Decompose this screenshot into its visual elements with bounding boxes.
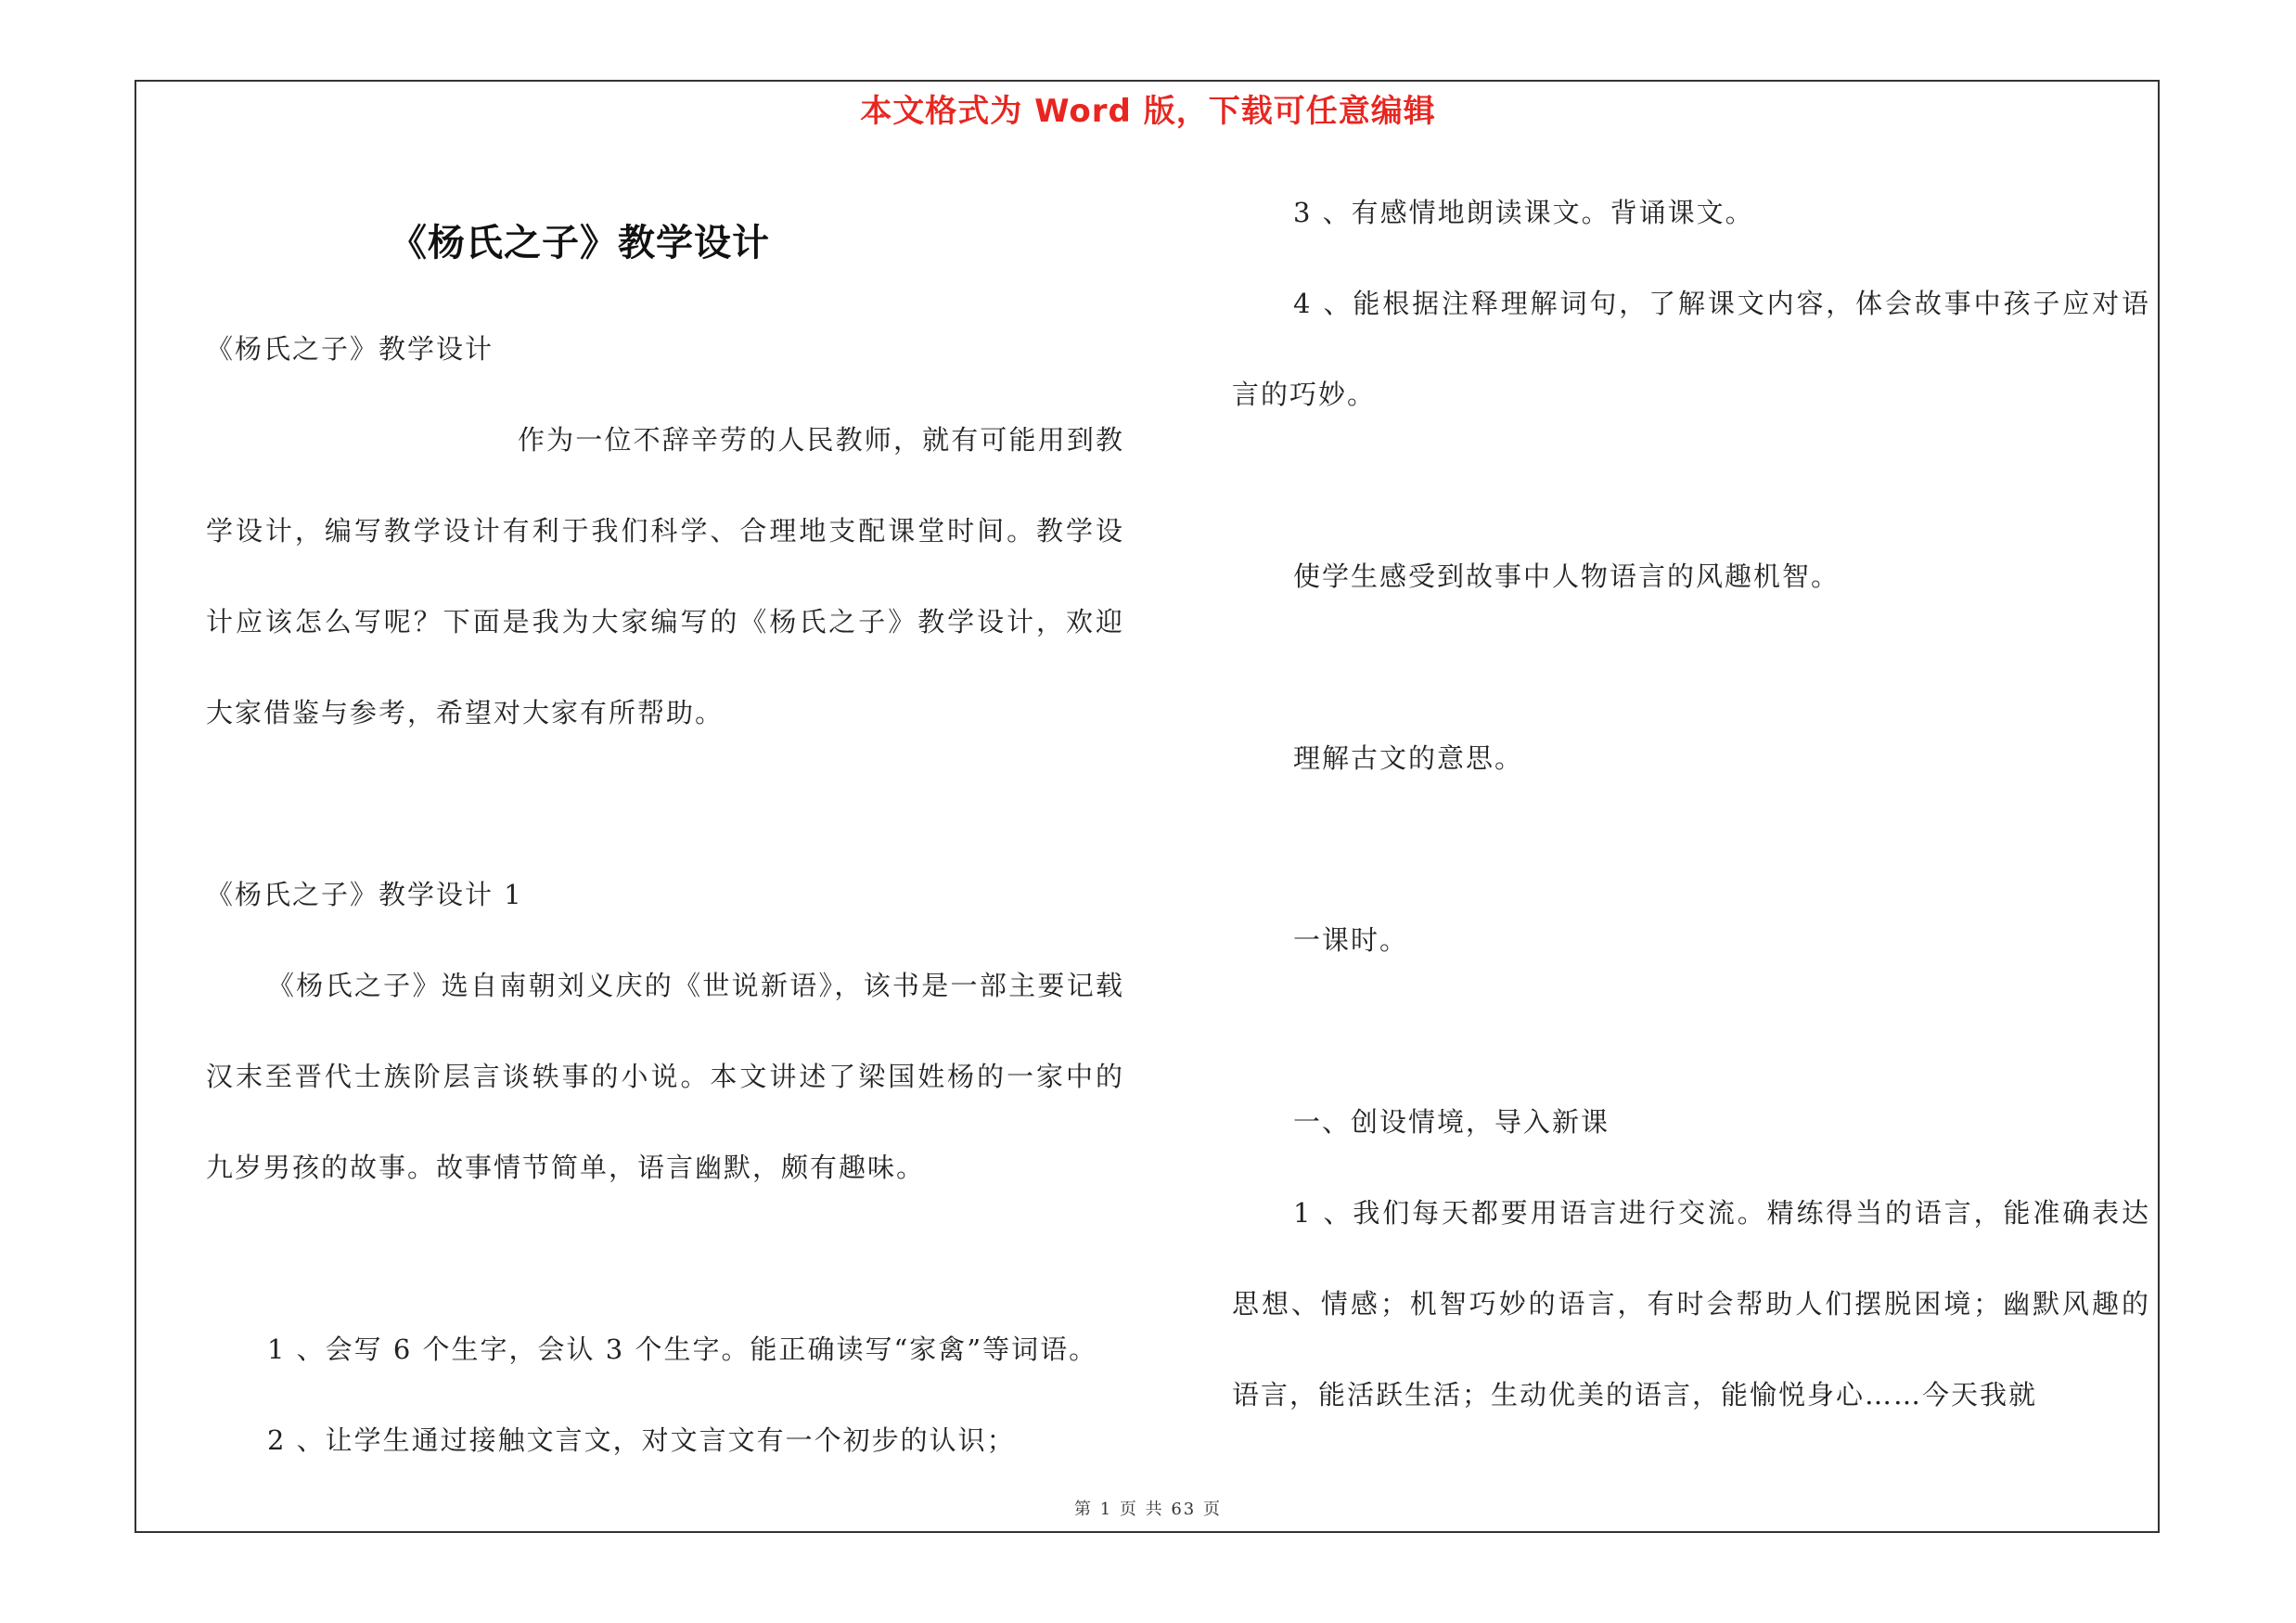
spacer	[1232, 985, 2150, 1076]
right-column	[1232, 167, 2150, 1440]
difficulty: 理解古文的意思。	[1293, 742, 1524, 774]
left-column	[206, 303, 1124, 1486]
intro-paragraph: 作为一位不辞辛劳的人民教师，就有可能用到教学设计，编写教学设计有利于我们科学、合理地支配课堂时间。教学设计应该怎么写呢？下面是我为大家编写的《杨氏之子》教学设计，欢迎大家借鉴与参考，希望对大家有所帮助。	[206, 424, 1124, 728]
goal-4: 4 、能根据注释理解词句，了解课文内容，体会故事中孩子应对语言的巧妙。	[1232, 288, 2150, 410]
step-1: 1 、我们每天都要用语言进行交流。精练得当的语言，能准确表达思想、情感；机智巧妙的语言，有时会帮助人们摆脱困境；幽默风趣的语言，能活跃生活；生动优美的语言，能愉悦身心……今天我就	[1232, 1197, 2150, 1410]
spacer	[1232, 622, 2150, 713]
key-point: 使学生感受到故事中人物语言的风趣机智。	[1293, 560, 1841, 592]
spacer	[206, 758, 1124, 849]
subtitle: 《杨氏之子》教学设计	[206, 333, 494, 365]
spacer	[1232, 440, 2150, 531]
section-title: 《杨氏之子》教学设计 1	[206, 879, 523, 910]
goal-2: 2 、让学生通过接触文言文，对文言文有一个初步的认识；	[267, 1424, 1016, 1456]
goal-3: 3 、有感情地朗读课文。背诵课文。	[1293, 197, 1754, 228]
spacer	[206, 1213, 1124, 1304]
format-banner: 本文格式为 Word 版，下载可任意编辑	[860, 93, 1436, 130]
document-title: 《杨氏之子》教学设计	[390, 222, 770, 264]
page-footer: 第 1 页 共 63 页	[1074, 1500, 1222, 1519]
duration: 一课时。	[1293, 924, 1409, 956]
step-heading: 一、创设情境，导入新课	[1293, 1106, 1610, 1138]
spacer	[1232, 804, 2150, 895]
goal-1: 1 、会写 6 个生字，会认 3 个生字。能正确读写“家禽”等词语。	[267, 1333, 1098, 1365]
section-paragraph: 《杨氏之子》选自南朝刘义庆的《世说新语》，该书是一部主要记载汉末至晋代士族阶层言谈轶事的小说。本文讲述了梁国姓杨的一家中的九岁男孩的故事。故事情节简单，语言幽默，颇有趣味。	[206, 970, 1124, 1183]
